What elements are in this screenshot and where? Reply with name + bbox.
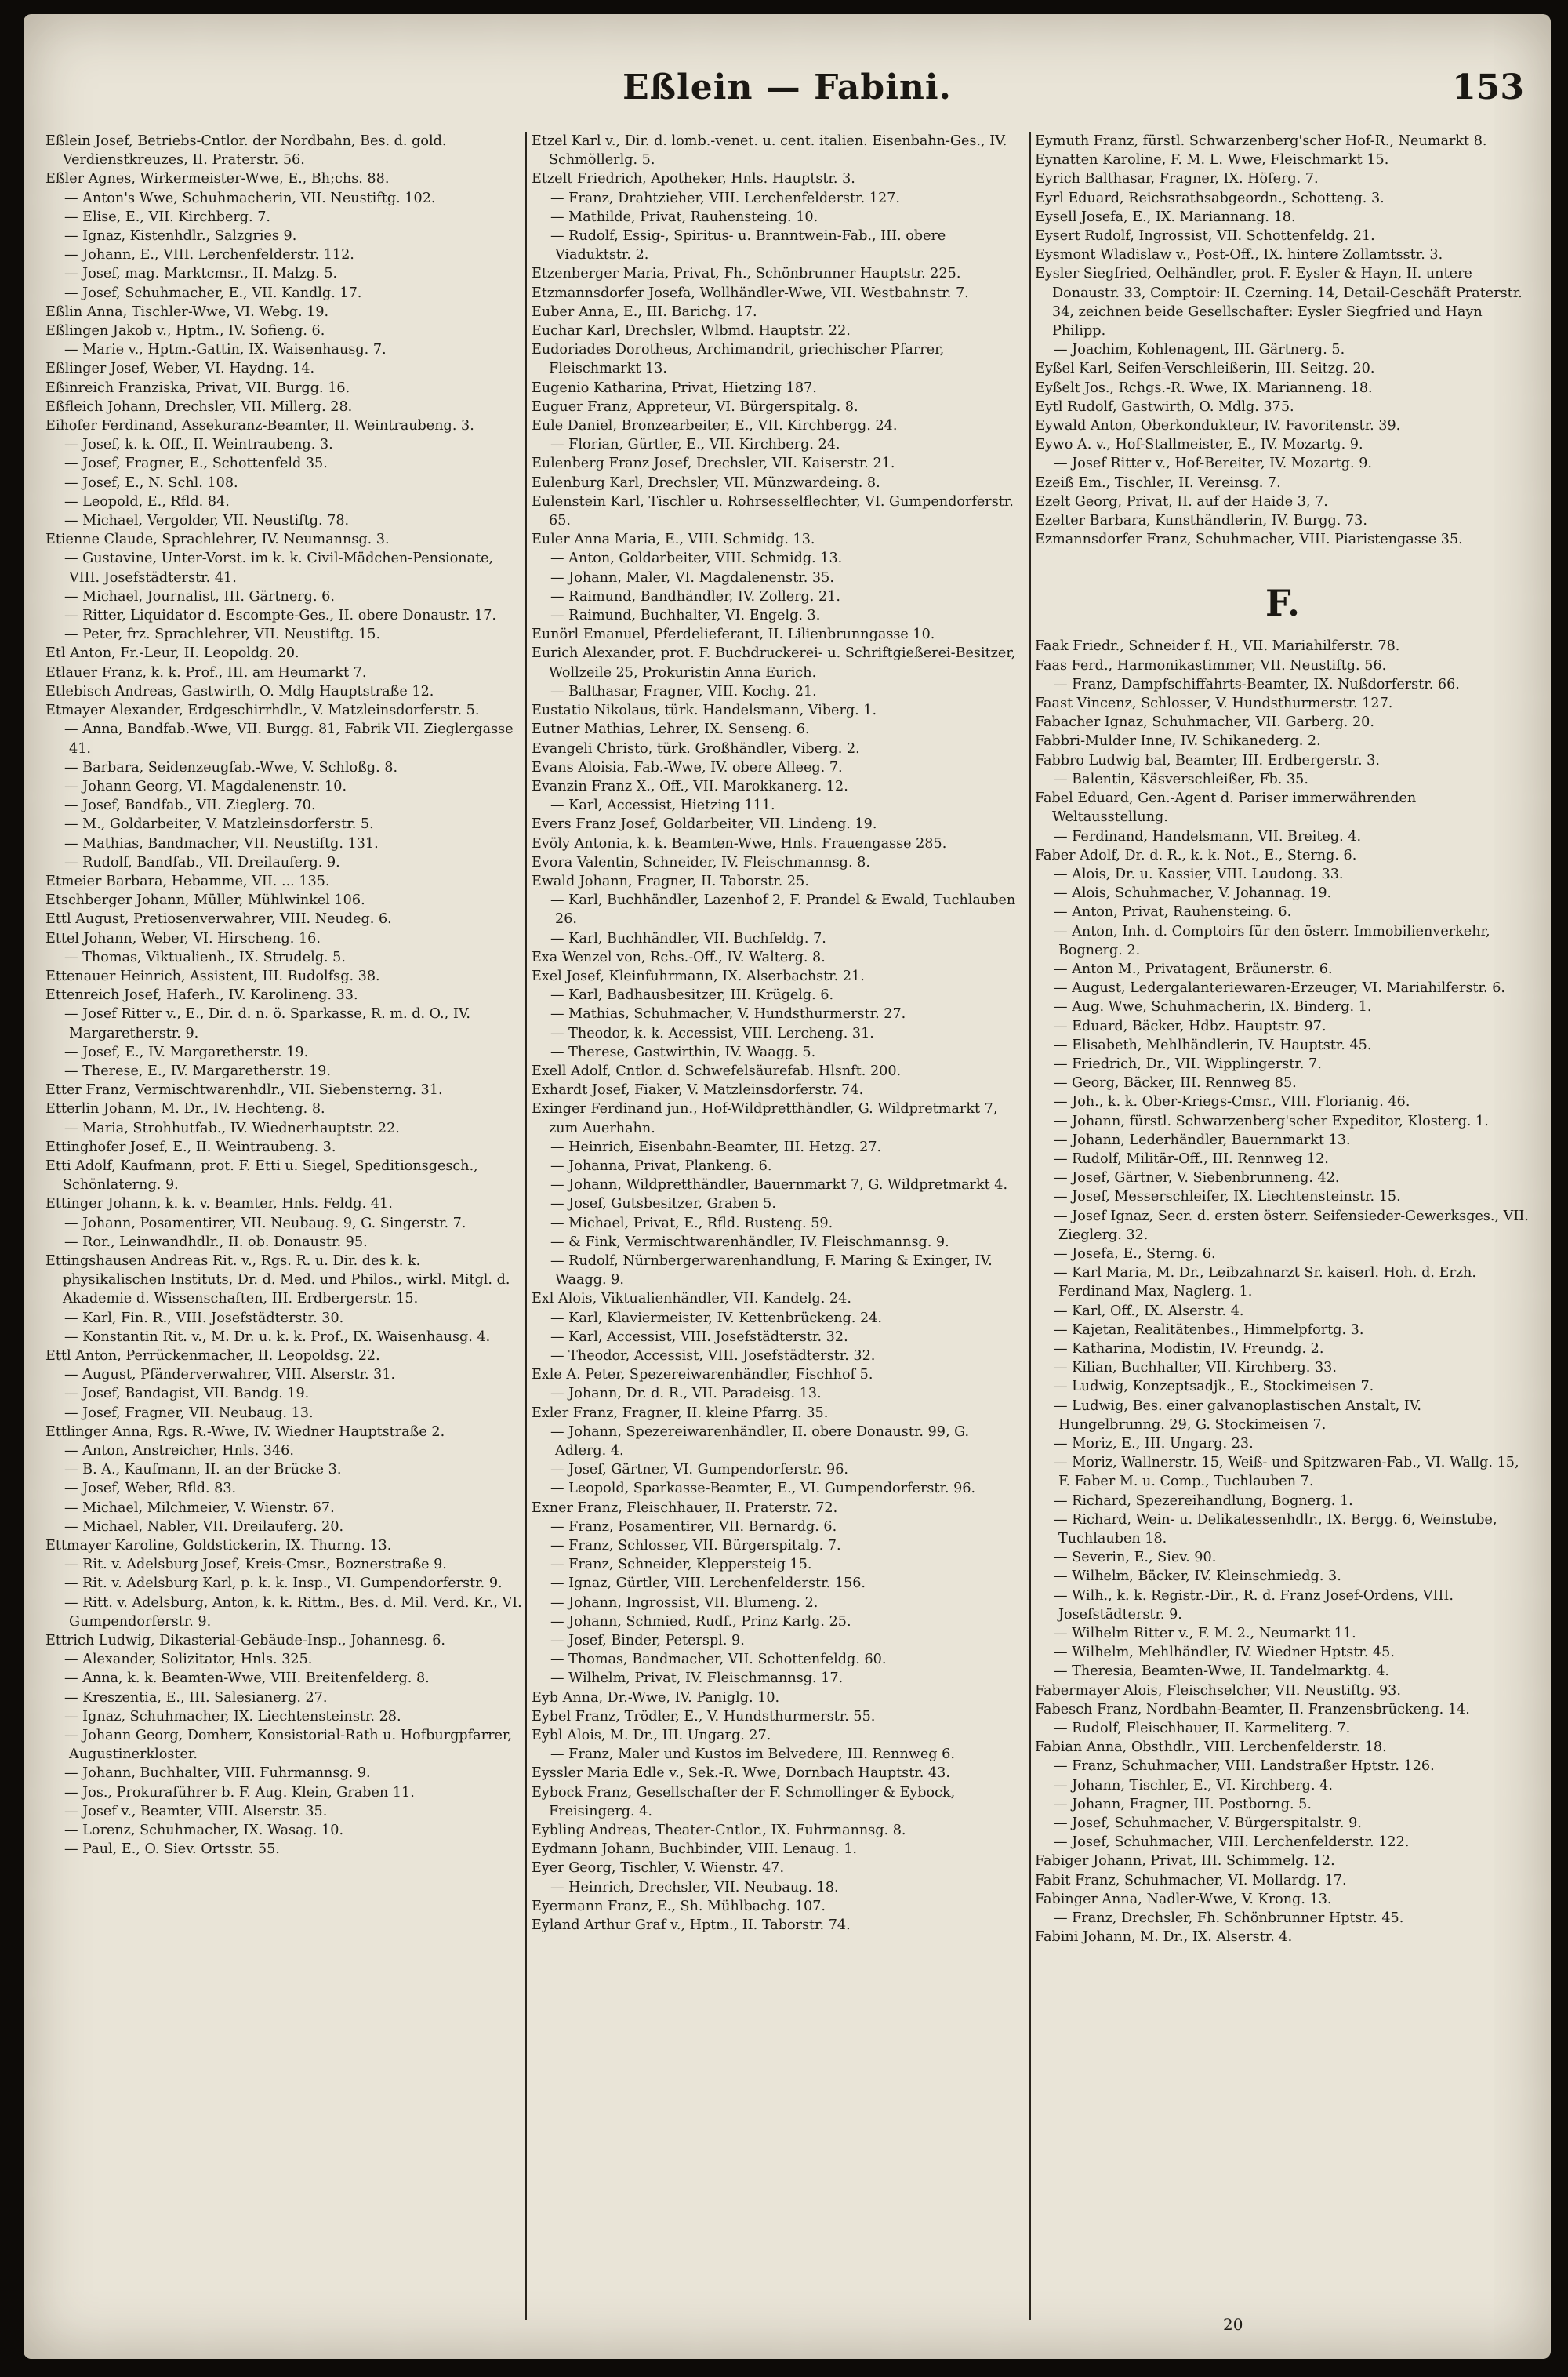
directory-entry: — Johann, Ingrossist, VII. Blumeng. 2. (550, 1594, 818, 1611)
directory-entry: — Karl Maria, M. Dr., Leibzahnarzt Sr. kaiserl. Hoh. d. Erzh. Ferdinand Max, Naglerg. 1. (1054, 1265, 1476, 1300)
directory-entry: — Josef, Schuhmacher, E., VII. Kandlg. 17. (64, 285, 362, 301)
directory-entry: — Karl, Badhausbesitzer, III. Krügelg. 6. (550, 987, 834, 1004)
directory-entry: Eulenberg Franz Josef, Drechsler, VII. Kaiserstr. 21. (532, 456, 895, 472)
directory-entry: — Michael, Nabler, VII. Dreilauferg. 20. (64, 1518, 344, 1535)
directory-entry: Ezelt Georg, Privat, II. auf der Haide 3, 7. (1035, 493, 1328, 510)
directory-entry: — Rudolf, Essig-, Spiritus- u. Branntwein-Fab., III. obere Viaduktstr. 2. (550, 228, 946, 264)
directory-entry: — Joachim, Kohlenagent, III. Gärtnerg. 5. (1054, 342, 1345, 358)
directory-entry: Eßlin Anna, Tischler-Wwe, VI. Webg. 19. (45, 303, 329, 320)
directory-entry: Fabacher Ignaz, Schuhmacher, VII. Garberg. 20. (1035, 714, 1374, 731)
directory-entry: Etlebisch Andreas, Gastwirth, O. Mdlg Hauptstraße 12. (45, 683, 434, 700)
directory-entry: — Ritt. v. Adelsburg, Anton, k. k. Rittm., Bes. d. Mil. Verd. Kr., VI. Gumpendorferstr. 9. (64, 1594, 522, 1630)
directory-entry: — Anton, Goldarbeiter, VIII. Schmidg. 13. (550, 551, 843, 567)
directory-entry: Etzenberger Maria, Privat, Fh., Schönbrunner Hauptstr. 225. (532, 266, 961, 282)
directory-entry: Exl Alois, Viktualienhändler, VII. Kandelg. 24. (532, 1291, 851, 1307)
page-number: 153 (1452, 67, 1524, 107)
directory-entry: — Johann, Dr. d. R., VII. Paradeisg. 13. (550, 1386, 822, 1402)
directory-entry: Exel Josef, Kleinfuhrmann, IX. Alserbachstr. 21. (532, 968, 865, 984)
directory-entry: — Josef, Gärtner, V. Siebenbrunneng. 42. (1054, 1170, 1340, 1187)
directory-entry: — Heinrich, Eisenbahn-Beamter, III. Hetzg. 27. (550, 1139, 882, 1155)
directory-entry: Eudoriades Dorotheus, Archimandrit, griechischer Pfarrer, Fleischmarkt 13. (532, 342, 945, 377)
directory-entry: — Michael, Privat, E., Rfld. Rusteng. 59. (550, 1215, 833, 1231)
directory-entry: — Leopold, E., Rfld. 84. (64, 493, 230, 510)
directory-entry: Eule Daniel, Bronzearbeiter, E., VII. Kirchbergg. 24. (532, 418, 898, 434)
column-rule (525, 132, 527, 2320)
directory-entry: Eybl Alois, M. Dr., III. Ungarg. 27. (532, 1728, 771, 1744)
directory-entry: Eyrich Balthasar, Fragner, IX. Höferg. 7. (1035, 171, 1319, 187)
directory-entry: Eulenburg Karl, Drechsler, VII. Münzwardeing. 8. (532, 474, 880, 491)
directory-entry: Eugenio Katharina, Privat, Hietzing 187. (532, 380, 817, 396)
directory-entry: Etzmannsdorfer Josefa, Wollhändler-Wwe, VII. Westbahnstr. 7. (532, 285, 969, 301)
directory-entry: Eyssler Maria Edle v., Sek.-R. Wwe, Dornbach Hauptstr. 43. (532, 1765, 950, 1782)
column-rule (1029, 132, 1031, 2320)
column-3 (1035, 132, 1530, 2320)
directory-entry: — Rit. v. Adelsburg Karl, p. k. k. Insp., VI. Gumpendorferstr. 9. (64, 1576, 503, 1592)
directory-entry: — Josef, Messerschleifer, IX. Liechtensteinstr. 15. (1054, 1189, 1401, 1205)
directory-entry: — Karl, Accessist, Hietzing 111. (550, 798, 775, 814)
directory-entry: — August, Pfänderverwahrer, VIII. Alserstr. 31. (64, 1367, 396, 1383)
directory-entry: Ettinger Johann, k. k. v. Beamter, Hnls. Feldg. 41. (45, 1196, 393, 1212)
directory-entry: — Johann, Lederhändler, Bauernmarkt 13. (1054, 1132, 1351, 1148)
directory-entry: — Josef, Gärtner, VI. Gumpendorferstr. 96. (550, 1462, 849, 1478)
directory-entry: — Johann, Posamentirer, VII. Neubaug. 9, G. Singerstr. 7. (64, 1215, 466, 1231)
directory-entry: Eßlinger Josef, Weber, VI. Haydng. 14. (45, 361, 315, 377)
directory-entry: — Heinrich, Drechsler, VII. Neubaug. 18. (550, 1879, 839, 1895)
directory-entry: Ettenauer Heinrich, Assistent, III. Rudolfsg. 38. (45, 968, 380, 984)
directory-entry: Eywald Anton, Oberkondukteur, IV. Favoritenstr. 39. (1035, 418, 1401, 434)
directory-entry: — Friedrich, Dr., VII. Wipplingerstr. 7. (1054, 1056, 1322, 1072)
directory-entry: Eysert Rudolf, Ingrossist, VII. Schottenfeldg. 21. (1035, 228, 1375, 245)
directory-entry: — Josef Ritter v., E., Dir. d. n. ö. Sparkasse, R. m. d. O., IV. Margaretherstr. 9. (64, 1006, 470, 1041)
directory-entry: — Franz, Schneider, Kleppersteig 15. (550, 1557, 812, 1573)
directory-entry: — Alois, Schuhmacher, V. Johannag. 19. (1054, 885, 1332, 902)
directory-entry: — Wilhelm, Bäcker, IV. Kleinschmiedg. 3. (1054, 1568, 1341, 1585)
directory-entry: — Elise, E., VII. Kirchberg. 7. (64, 209, 271, 225)
directory-entry: Eßlingen Jakob v., Hptm., IV. Sofieng. 6. (45, 323, 325, 340)
directory-entry: — Franz, Maler und Kustos im Belvedere, III. Rennweg 6. (550, 1746, 955, 1763)
directory-entry: Evangeli Christo, türk. Großhändler, Viberg. 2. (532, 740, 860, 757)
directory-entry: — Karl, Accessist, VIII. Josefstädterstr. 32. (550, 1328, 848, 1345)
directory-entry: — Raimund, Bandhändler, IV. Zollerg. 21. (550, 588, 840, 605)
directory-entry: Fabermayer Alois, Fleischselcher, VII. Neustiftg. 93. (1035, 1682, 1401, 1699)
directory-entry: — Karl, Off., IX. Alserstr. 4. (1054, 1303, 1244, 1319)
directory-entry: Eunörl Emanuel, Pferdelieferant, II. Lilienbrunngasse 10. (532, 627, 935, 643)
directory-entry: — Kreszentia, E., III. Salesianerg. 27. (64, 1689, 328, 1706)
directory-entry: — Johann, Wildpretthändler, Bauernmarkt 7, G. Wildpretmarkt 4. (550, 1177, 1008, 1194)
directory-entry: Eutner Mathias, Lehrer, IX. Senseng. 6. (532, 721, 810, 738)
directory-entry: — Josef, Fragner, VII. Neubaug. 13. (64, 1405, 314, 1421)
directory-entry: — Thomas, Viktualienh., IX. Strudelg. 5. (64, 949, 346, 965)
directory-entry: — Karl, Fin. R., VIII. Josefstädterstr. 30. (64, 1310, 344, 1326)
directory-entry: — Josef v., Beamter, VIII. Alserstr. 35. (64, 1803, 328, 1819)
directory-entry: Exinger Ferdinand jun., Hof-Wildpretthändler, G. Wildpretmarkt 7, zum Auerhahn. (532, 1101, 998, 1136)
directory-entry: Fabel Eduard, Gen.-Agent d. Pariser immerwährenden Weltausstellung. (1035, 791, 1417, 826)
directory-entry: — Marie v., Hptm.-Gattin, IX. Waisenhausg. 7. (64, 342, 387, 358)
directory-entry: — Joh., k. k. Ober-Kriegs-Cmsr., VIII. Florianig. 46. (1054, 1094, 1410, 1110)
directory-entry: Eysmont Wladislaw v., Post-Off., IX. hintere Zollamtsstr. 3. (1035, 247, 1443, 264)
directory-entry: Ettmayer Karoline, Goldstickerin, IX. Thurng. 13. (45, 1538, 392, 1554)
directory-entry: Ettrich Ludwig, Dikasterial-Gebäude-Insp., Johannesg. 6. (45, 1633, 446, 1649)
directory-entry: Etl Anton, Fr.-Leur, II. Leopoldg. 20. (45, 645, 299, 662)
directory-entry: — Ignaz, Kistenhdlr., Salzgries 9. (64, 228, 297, 245)
directory-entry: — Aug. Wwe, Schuhmacherin, IX. Binderg. 1. (1054, 999, 1372, 1016)
directory-entry: Eßlein Josef, Betriebs-Cntlor. der Nordbahn, Bes. d. gold. Verdienstkreuzes, II. Praterstr. 56. (45, 133, 447, 169)
directory-entry: — Josef, E., N. Schl. 108. (64, 474, 238, 491)
directory-entry: Ettinghofer Josef, E., II. Weintraubeng. 3. (45, 1139, 336, 1155)
directory-entry: — Ludwig, Konzeptsadjk., E., Stockimeisen 7. (1054, 1379, 1374, 1395)
directory-entry: Evers Franz Josef, Goldarbeiter, VII. Lindeng. 19. (532, 816, 877, 833)
page-header (24, 61, 1551, 124)
directory-entry: Ettl August, Pretiosenverwahrer, VIII. Neudeg. 6. (45, 911, 392, 928)
directory-entry: — Paul, E., O. Siev. Ortsstr. 55. (64, 1841, 280, 1858)
directory-entry: Eybock Franz, Gesellschafter der F. Schmollinger & Eybock, Freisingerg. 4. (532, 1784, 956, 1819)
directory-entry: — Wilhelm, Mehlhändler, IV. Wiedner Hptstr. 45. (1054, 1645, 1395, 1661)
directory-entry: — Josef, Bandagist, VII. Bandg. 19. (64, 1386, 310, 1402)
directory-entry: Etti Adolf, Kaufmann, prot. F. Etti u. Siegel, Speditionsgesch., Schönlaterng. 9. (45, 1158, 478, 1194)
directory-entry: — Ludwig, Bes. einer galvanoplastischen Anstalt, IV. Hungelbrunng. 29, G. Stockimeisen 7. (1054, 1397, 1421, 1433)
directory-entry: — Raimund, Buchhalter, VI. Engelg. 3. (550, 608, 821, 624)
column-2 (532, 132, 1024, 2320)
directory-entry: Ettingshausen Andreas Rit. v., Rgs. R. u. Dir. des k. k. physikalischen Instituts, Dr. d. Med. und Philos., wirkl. Mitgl. d. Akademie d. Wissenschaften, III. Erdbergerstr. 15. (45, 1252, 510, 1307)
directory-entry: — Katharina, Modistin, IV. Freundg. 2. (1054, 1340, 1324, 1357)
directory-entry: Evöly Antonia, k. k. Beamten-Wwe, Hnls. Frauengasse 285. (532, 835, 947, 852)
directory-entry: Eihofer Ferdinand, Assekuranz-Beamter, II. Weintraubeng. 3. (45, 418, 474, 434)
directory-entry: — Wilhelm, Privat, IV. Fleischmannsg. 17. (550, 1670, 844, 1687)
directory-entry: Etschberger Johann, Müller, Mühlwinkel 106. (45, 892, 365, 909)
directory-entry: — Anton, Privat, Rauhensteing. 6. (1054, 904, 1292, 921)
directory-entry: Eyland Arthur Graf v., Hptm., II. Taborstr. 74. (532, 1917, 851, 1934)
directory-entry: — Therese, Gastwirthin, IV. Waagg. 5. (550, 1044, 816, 1060)
directory-entry: — Theresia, Beamten-Wwe, II. Tandelmarktg. 4. (1054, 1663, 1389, 1680)
directory-entry: Ezelter Barbara, Kunsthändlerin, IV. Burgg. 73. (1035, 513, 1367, 529)
directory-entry: Fabit Franz, Schuhmacher, VI. Mollardg. 17. (1035, 1872, 1347, 1888)
directory-entry: — Karl, Buchhändler, Lazenhof 2, F. Prandel & Ewald, Tuchlauben 26. (550, 892, 1016, 928)
directory-entry: — Alexander, Solizitator, Hnls. 325. (64, 1652, 313, 1668)
directory-entry: — Josef, E., IV. Margaretherstr. 19. (64, 1044, 309, 1060)
directory-entry: Ezmannsdorfer Franz, Schuhmacher, VIII. Piaristengasse 35. (1035, 532, 1463, 548)
directory-entry: — Therese, E., IV. Margaretherstr. 19. (64, 1063, 331, 1079)
directory-entry: — Gustavine, Unter-Vorst. im k. k. Civil-Mädchen-Pensionate, VIII. Josefstädterstr. 41. (64, 551, 494, 586)
directory-entry: — Lorenz, Schuhmacher, IX. Wasag. 10. (64, 1823, 344, 1839)
directory-entry: Eysler Siegfried, Oelhändler, prot. F. Eysler & Hayn, II. untere Donaustr. 33, Comptoir: II. Czerning. 14, Detail-Geschäft Praterstr. 34, zeichnen beide Gesellschafter: Eysler Siegfried und Hayn Philipp. (1035, 266, 1523, 340)
directory-entry: — Alois, Dr. u. Kassier, VIII. Laudong. 33. (1054, 866, 1344, 882)
directory-entry: — Moriz, Wallnerstr. 15, Weiß- und Spitzwaren-Fab., VI. Wallg. 15, F. Faber M. u. Comp., Tuchlauben 7. (1054, 1455, 1519, 1490)
directory-entry: Fabian Anna, Obsthdlr., VIII. Lerchenfelderstr. 18. (1035, 1739, 1387, 1756)
directory-entry: Euber Anna, E., III. Barichg. 17. (532, 303, 757, 320)
directory-entry: — Michael, Journalist, III. Gärtnerg. 6. (64, 588, 335, 605)
directory-entry: — Anton's Wwe, Schuhmacherin, VII. Neustiftg. 102. (64, 190, 436, 206)
directory-entry: — Balentin, Käsverschleißer, Fb. 35. (1054, 771, 1308, 787)
directory-entry: — Wilhelm Ritter v., F. M. 2., Neumarkt 11. (1054, 1626, 1356, 1642)
directory-entry: Ezeiß Em., Tischler, II. Vereinsg. 7. (1035, 474, 1281, 491)
directory-entry: Fabbri-Mulder Inne, IV. Schikanederg. 2. (1035, 733, 1321, 750)
directory-entry: Eyßel Karl, Seifen-Verschleißerin, III. Seitzg. 20. (1035, 361, 1375, 377)
directory-entry: Eywo A. v., Hof-Stallmeister, E., IV. Mozartg. 9. (1035, 437, 1363, 453)
directory-entry: — Johann, Maler, VI. Magdalenenstr. 35. (550, 569, 834, 586)
directory-page (24, 14, 1551, 2359)
directory-entry: Etmayer Alexander, Erdgeschirrhdlr., V. Matzleinsdorferstr. 5. (45, 703, 480, 719)
directory-entry: — Johann Georg, Domherr, Konsistorial-Rath u. Hofburgpfarrer, Augustinerkloster. (64, 1728, 512, 1763)
directory-entry: Eyb Anna, Dr.-Wwe, IV. Paniglg. 10. (532, 1689, 780, 1706)
directory-entry: — Wilh., k. k. Registr.-Dir., R. d. Franz Josef-Ordens, VIII. Josefstädterstr. 9. (1054, 1587, 1454, 1623)
directory-entry: — Michael, Vergolder, VII. Neustiftg. 78. (64, 513, 350, 529)
directory-entry: — Elisabeth, Mehlhändlerin, IV. Hauptstr. 45. (1054, 1037, 1372, 1053)
directory-entry: — Josef, Schuhmacher, VIII. Lerchenfelderstr. 122. (1054, 1834, 1410, 1851)
signature-mark: 20 (1223, 2315, 1243, 2334)
directory-entry: Etmeier Barbara, Hebamme, VII. ... 135. (45, 873, 330, 889)
directory-entry: Euguer Franz, Appreteur, VI. Bürgerspitalg. 8. (532, 398, 858, 415)
directory-entry: — B. A., Kaufmann, II. an der Brücke 3. (64, 1462, 342, 1478)
directory-entry: Evora Valentin, Schneider, IV. Fleischmannsg. 8. (532, 854, 870, 870)
directory-entry: — Severin, E., Siev. 90. (1054, 1550, 1217, 1566)
directory-entry: Eßinreich Franziska, Privat, VII. Burgg. 16. (45, 380, 350, 396)
directory-entry: Etlauer Franz, k. k. Prof., III. am Heumarkt 7. (45, 664, 367, 681)
directory-entry: Exle A. Peter, Spezereiwarenhändler, Fischhof 5. (532, 1367, 873, 1383)
directory-entry: — Leopold, Sparkasse-Beamter, E., VI. Gumpendorferstr. 96. (550, 1481, 976, 1497)
directory-entry: — Josefa, E., Sterng. 6. (1054, 1245, 1216, 1262)
directory-entry: Eyer Georg, Tischler, V. Wienstr. 47. (532, 1860, 785, 1877)
directory-entry: Faber Adolf, Dr. d. R., k. k. Not., E., Sterng. 6. (1035, 847, 1357, 863)
directory-entry: — Josef, k. k. Off., II. Weintraubeng. 3. (64, 437, 333, 453)
directory-entry: Eydmann Johann, Buchbinder, VIII. Lenaug. 1. (532, 1841, 858, 1858)
directory-entry: — M., Goldarbeiter, V. Matzleinsdorferstr. 5. (64, 816, 374, 833)
directory-entry: Eyßelt Jos., Rchgs.-R. Wwe, IX. Marianneng. 18. (1035, 380, 1373, 396)
section-letter: F. (1265, 582, 1301, 625)
directory-entry: — Peter, frz. Sprachlehrer, VII. Neustiftg. 15. (64, 627, 381, 643)
directory-entry: — Balthasar, Fragner, VIII. Kochg. 21. (550, 683, 817, 700)
directory-entry: — Josef Ritter v., Hof-Bereiter, IV. Mozartg. 9. (1054, 456, 1372, 472)
directory-entry: Fabesch Franz, Nordbahn-Beamter, II. Franzensbrückeng. 14. (1035, 1701, 1470, 1717)
directory-entry: — Anton, Inh. d. Comptoirs für den österr. Immobilienverkehr, Bognerg. 2. (1054, 923, 1490, 958)
directory-entry: Fabiger Johann, Privat, III. Schimmelg. 12. (1035, 1853, 1335, 1870)
directory-entry: Eulenstein Karl, Tischler u. Rohrsesselflechter, VI. Gumpendorferstr. 65. (532, 493, 1014, 529)
directory-entry: — Rudolf, Militär-Off., III. Rennweg 12. (1054, 1150, 1329, 1167)
directory-entry: — Josef, mag. Marktcmsr., II. Malzg. 5. (64, 266, 338, 282)
directory-entry: — Josef, Bandfab., VII. Zieglerg. 70. (64, 798, 316, 814)
directory-entry: — Moriz, E., III. Ungarg. 23. (1054, 1436, 1254, 1452)
directory-entry: — Thomas, Bandmacher, VII. Schottenfeldg. 60. (550, 1652, 887, 1668)
directory-entry: — Mathias, Schuhmacher, V. Hundsthurmerstr. 27. (550, 1006, 906, 1023)
column-3-entries (1035, 132, 1530, 549)
directory-entry: — Johann, Fragner, III. Postborng. 5. (1054, 1796, 1312, 1812)
directory-entry: — Rudolf, Bandfab., VII. Dreilauferg. 9. (64, 854, 340, 870)
directory-entry: Eynatten Karoline, F. M. L. Wwe, Fleischmarkt 15. (1035, 152, 1389, 169)
directory-entry: — Franz, Dampfschiffahrts-Beamter, IX. Nußdorferstr. 66. (1054, 676, 1460, 692)
directory-entry: — Josef, Binder, Peterspl. 9. (550, 1633, 745, 1649)
directory-entry: — Franz, Drechsler, Fh. Schönbrunner Hptstr. 45. (1054, 1910, 1404, 1927)
directory-entry: — Josef, Weber, Rfld. 83. (64, 1481, 237, 1497)
directory-entry: — Franz, Posamentirer, VII. Bernardg. 6. (550, 1518, 837, 1535)
directory-entry: Evans Aloisia, Fab.-Wwe, IV. obere Alleeg. 7. (532, 759, 843, 776)
directory-entry: Faas Ferd., Harmonikastimmer, VII. Neustiftg. 56. (1035, 657, 1387, 674)
directory-entry: Exner Franz, Fleischhauer, II. Praterstr. 72. (532, 1499, 838, 1516)
directory-entry: — Konstantin Rit. v., M. Dr. u. k. k. Prof., IX. Waisenhausg. 4. (64, 1328, 491, 1345)
directory-entry: Ettenreich Josef, Haferh., IV. Karolineng. 33. (45, 987, 358, 1004)
directory-entry: — Maria, Strohhutfab., IV. Wiednerhauptstr. 22. (64, 1120, 400, 1136)
directory-entry: Fabini Johann, M. Dr., IX. Alserstr. 4. (1035, 1929, 1293, 1946)
directory-entry: Eymuth Franz, fürstl. Schwarzenberg'scher Hof-R., Neumarkt 8. (1035, 133, 1487, 149)
directory-entry: — Franz, Drahtzieher, VIII. Lerchenfelderstr. 127. (550, 190, 900, 206)
directory-entry: — Johann, Spezereiwarenhändler, II. obere Donaustr. 99, G. Adlerg. 4. (550, 1423, 970, 1459)
directory-entry: Eßler Agnes, Wirkermeister-Wwe, E., Bh;chs. 88. (45, 171, 390, 187)
directory-entry: Etterlin Johann, M. Dr., IV. Hechteng. 8. (45, 1101, 325, 1118)
directory-entry: Fabbro Ludwig bal, Beamter, III. Erdbergerstr. 3. (1035, 752, 1380, 769)
directory-entry: — Georg, Bäcker, III. Rennweg 85. (1054, 1075, 1297, 1092)
directory-entry: Eßfleich Johann, Drechsler, VII. Millerg. 28. (45, 398, 353, 415)
directory-entry: — Rudolf, Fleischhauer, II. Karmeliterg. 7. (1054, 1721, 1351, 1737)
directory-entry: Evanzin Franz X., Off., VII. Marokkanerg. 12. (532, 778, 848, 794)
directory-entry: Exa Wenzel von, Rchs.-Off., IV. Walterg. 8. (532, 949, 826, 965)
directory-entry: Eustatio Nikolaus, türk. Handelsmann, Viberg. 1. (532, 703, 877, 719)
directory-entry: — Anton M., Privatagent, Bräunerstr. 6. (1054, 961, 1333, 977)
directory-entry: — Karl, Buchhändler, VII. Buchfeldg. 7. (550, 930, 826, 947)
directory-entry: — Eduard, Bäcker, Hdbz. Hauptstr. 97. (1054, 1018, 1327, 1034)
directory-entry: — Anton, Anstreicher, Hnls. 346. (64, 1443, 294, 1459)
directory-entry: Exhardt Josef, Fiaker, V. Matzleinsdorferstr. 74. (532, 1082, 864, 1099)
directory-entry: Faast Vincenz, Schlosser, V. Hundsthurmerstr. 127. (1035, 696, 1393, 712)
directory-entry: — Rit. v. Adelsburg Josef, Kreis-Cmsr., Boznerstraße 9. (64, 1557, 447, 1573)
directory-entry: Eyrl Eduard, Reichsrathsabgeordn., Schotteng. 3. (1035, 190, 1385, 206)
directory-entry: Etter Franz, Vermischtwarenhdlr., VII. Siebensterng. 31. (45, 1082, 443, 1099)
directory-entry: — Rudolf, Nürnbergerwarenhandlung, F. Maring & Exinger, IV. Waagg. 9. (550, 1252, 993, 1288)
directory-entry: — Johanna, Privat, Plankeng. 6. (550, 1158, 772, 1174)
directory-entry: — Theodor, Accessist, VIII. Josefstädterstr. 32. (550, 1348, 876, 1364)
directory-entry: — Mathias, Bandmacher, VII. Neustiftg. 131. (64, 835, 379, 852)
directory-entry: — Franz, Schuhmacher, VIII. Landstraßer Hptstr. 126. (1054, 1758, 1435, 1775)
directory-entry: — Johann Georg, VI. Magdalenenstr. 10. (64, 778, 347, 794)
directory-entry: Euler Anna Maria, E., VIII. Schmidg. 13. (532, 532, 815, 548)
directory-entry: Exler Franz, Fragner, II. kleine Pfarrg. 35. (532, 1405, 829, 1421)
directory-entry: — Ror., Leinwandhdlr., II. ob. Donaustr. 95. (64, 1234, 368, 1250)
directory-entry: Etzel Karl v., Dir. d. lomb.-venet. u. cent. italien. Eisenbahn-Ges., IV. Schmöllerlg. 5. (532, 133, 1007, 169)
directory-entry: Eurich Alexander, prot. F. Buchdruckerei- u. Schriftgießerei-Besitzer, Wollzeile 25, Prokuristin Anna Eurich. (532, 645, 1016, 681)
directory-entry: — Karl, Klaviermeister, IV. Kettenbrückeng. 24. (550, 1310, 883, 1326)
directory-entry: — Michael, Milchmeier, V. Wienstr. 67. (64, 1499, 335, 1516)
directory-entry: — Jos., Prokuraführer b. F. Aug. Klein, Graben 11. (64, 1784, 415, 1801)
directory-entry: Faak Friedr., Schneider f. H., VII. Mariahilferstr. 78. (1035, 638, 1400, 655)
directory-entry: — Ritter, Liquidator d. Escompte-Ges., II. obere Donaustr. 17. (64, 608, 496, 624)
column-1 (45, 132, 524, 2320)
directory-entry: Eytl Rudolf, Gastwirth, O. Mdlg. 375. (1035, 398, 1294, 415)
directory-entry: — Florian, Gürtler, E., VII. Kirchberg. 24. (550, 437, 840, 453)
directory-entry: — Ignaz, Schuhmacher, IX. Liechtensteinstr. 28. (64, 1708, 401, 1725)
directory-entry: — Richard, Spezereihandlung, Bognerg. 1. (1054, 1492, 1353, 1509)
directory-entry: — Richard, Wein- u. Delikatessenhdlr., IX. Bergg. 6, Weinstube, Tuchlauben 18. (1054, 1511, 1497, 1547)
directory-entry: Etzelt Friedrich, Apotheker, Hnls. Hauptstr. 3. (532, 171, 855, 187)
directory-entry: Eyermann Franz, E., Sh. Mühlbachg. 107. (532, 1898, 826, 1914)
directory-entry: — Josef, Schuhmacher, V. Bürgerspitalstr. 9. (1054, 1815, 1362, 1832)
directory-entry: — Kilian, Buchhalter, VII. Kirchberg. 33. (1054, 1360, 1337, 1376)
directory-entry: — Anna, Bandfab.-Wwe, VII. Burgg. 81, Fabrik VII. Zieglergasse 41. (64, 721, 514, 757)
directory-entry: — Kajetan, Realitätenbes., Himmelpfortg. 3. (1054, 1321, 1364, 1338)
directory-entry: — Barbara, Seidenzeugfab.-Wwe, V. Schloßg. 8. (64, 759, 398, 776)
directory-entry: — Josef Ignaz, Secr. d. ersten österr. Seifensieder-Gewerksges., VII. Zieglerg. 32. (1054, 1208, 1529, 1243)
directory-entry: — Johann, E., VIII. Lerchenfelderstr. 112. (64, 247, 354, 264)
directory-entry: — Franz, Schlosser, VII. Bürgerspitalg. 7. (550, 1538, 841, 1554)
directory-entry: — Anna, k. k. Beamten-Wwe, VIII. Breitenfelderg. 8. (64, 1670, 430, 1687)
directory-entry: Eysell Josefa, E., IX. Mariannang. 18. (1035, 209, 1296, 225)
directory-entry: Eybel Franz, Trödler, E., V. Hundsthurmerstr. 55. (532, 1708, 876, 1725)
directory-entry: Fabinger Anna, Nadler-Wwe, V. Krong. 13. (1035, 1891, 1332, 1907)
directory-entry: Ettlinger Anna, Rgs. R.-Wwe, IV. Wiedner Hauptstraße 2. (45, 1423, 445, 1440)
running-title: Eßlein — Fabini. (622, 67, 952, 107)
directory-entry: Eybling Andreas, Theater-Cntlor., IX. Fuhrmannsg. 8. (532, 1823, 906, 1839)
directory-entry: — Johann, fürstl. Schwarzenberg'scher Expeditor, Klosterg. 1. (1054, 1113, 1489, 1129)
directory-entry: Ettel Johann, Weber, VI. Hirscheng. 16. (45, 930, 321, 947)
directory-entry: — Johann, Buchhalter, VIII. Fuhrmannsg. 9. (64, 1765, 371, 1782)
directory-entry: — Johann, Schmied, Rudf., Prinz Karlg. 25. (550, 1613, 851, 1630)
directory-entry: — Theodor, k. k. Accessist, VIII. Lercheng. 31. (550, 1025, 874, 1041)
directory-entry: Euchar Karl, Drechsler, Wlbmd. Hauptstr. 22. (532, 323, 851, 340)
directory-entry: — August, Ledergalanteriewaren-Erzeuger, VI. Mariahilferstr. 6. (1054, 980, 1505, 997)
directory-entry: — Johann, Tischler, E., VI. Kirchberg. 4. (1054, 1777, 1333, 1794)
directory-entry: — Josef, Fragner, E., Schottenfeld 35. (64, 456, 328, 472)
directory-entry: Exell Adolf, Cntlor. d. Schwefelsäurefab. Hlsnft. 200. (532, 1063, 902, 1079)
directory-entry: — Ferdinand, Handelsmann, VII. Breiteg. 4. (1054, 828, 1362, 845)
directory-entry: — & Fink, Vermischtwarenhändler, IV. Fleischmannsg. 9. (550, 1234, 949, 1250)
directory-entry: Ewald Johann, Fragner, II. Taborstr. 25. (532, 873, 809, 889)
column-3-section-entries (1035, 637, 1530, 1946)
directory-entry: — Josef, Gutsbesitzer, Graben 5. (550, 1196, 776, 1212)
directory-entry: — Mathilde, Privat, Rauhensteing. 10. (550, 209, 818, 225)
directory-entry: Etienne Claude, Sprachlehrer, IV. Neumannsg. 3. (45, 532, 390, 548)
directory-entry: — Ignaz, Gürtler, VIII. Lerchenfelderstr. 156. (550, 1576, 866, 1592)
directory-entry: Ettl Anton, Perrückenmacher, II. Leopoldsg. 22. (45, 1348, 380, 1364)
